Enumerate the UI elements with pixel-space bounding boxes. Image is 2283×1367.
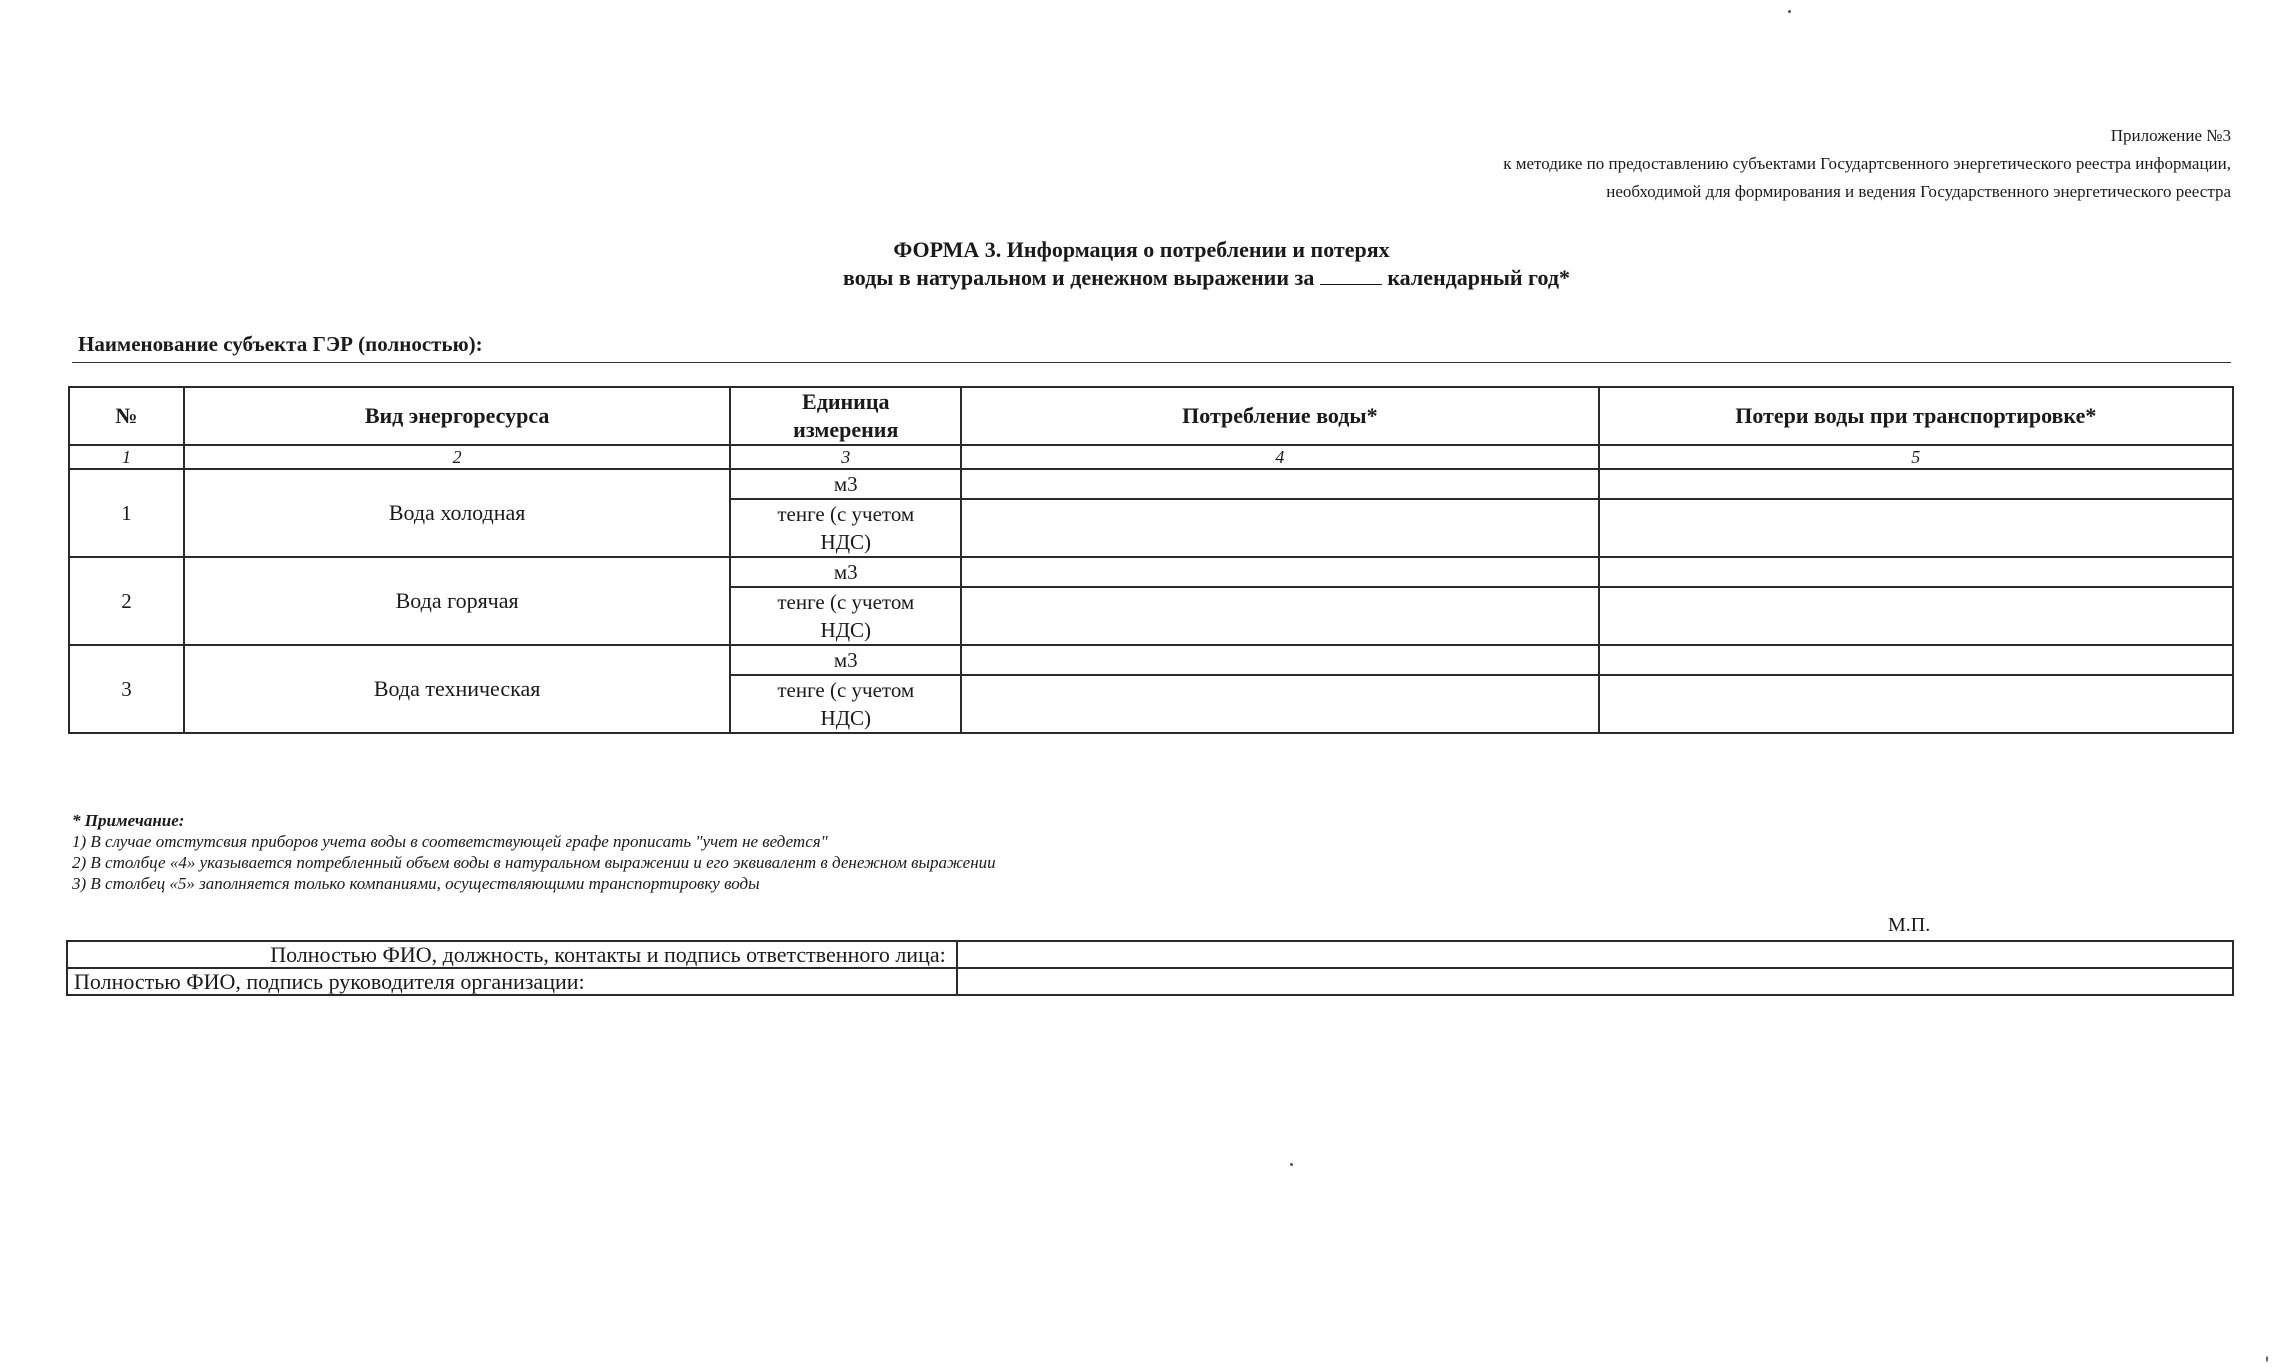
header-losses: Потери воды при транспортировке* <box>1599 387 2233 445</box>
column-number-row <box>69 445 2233 469</box>
losses-input-cell[interactable] <box>1599 499 2233 557</box>
unit-cell <box>730 587 961 645</box>
unit-cell: м3 <box>730 469 961 499</box>
responsible-person-field[interactable] <box>957 941 2233 968</box>
table-row <box>69 469 2233 499</box>
scan-speck <box>1788 10 1791 13</box>
form-title <box>0 236 2283 292</box>
consumption-input-cell[interactable] <box>961 645 1598 675</box>
col-number: 2 <box>184 445 730 469</box>
unit-line2: НДС) <box>820 530 872 554</box>
notes-section <box>72 810 996 894</box>
losses-input-cell[interactable] <box>1599 587 2233 645</box>
subject-name-field[interactable] <box>72 362 2231 363</box>
signature-row <box>67 968 2233 995</box>
water-table <box>68 386 2234 734</box>
header-unit <box>730 387 961 445</box>
form-title-line1: ФОРМА 3. Информация о потреблении и потерях <box>893 237 1390 262</box>
row-number: 2 <box>69 557 184 645</box>
subject-name-label: Наименование субъекта ГЭР (полностью): <box>78 332 483 356</box>
row-number: 3 <box>69 645 184 733</box>
signature-row <box>67 941 2233 968</box>
unit-cell <box>730 499 961 557</box>
unit-line2: НДС) <box>820 618 872 642</box>
header-unit-line2: измерения <box>793 417 899 442</box>
col-number: 3 <box>730 445 961 469</box>
unit-cell: м3 <box>730 645 961 675</box>
stamp-place-label: М.П. <box>1888 914 1931 936</box>
unit-cell: м3 <box>730 557 961 587</box>
unit-line1: тенге (с учетом <box>777 678 915 702</box>
appendix-header <box>1503 122 2231 206</box>
unit-cell <box>730 675 961 733</box>
losses-input-cell[interactable] <box>1599 675 2233 733</box>
form-title-line2-start: воды в натуральном и денежном выражении за <box>842 265 1315 290</box>
head-signature-field[interactable] <box>957 968 2233 995</box>
col-number: 4 <box>961 445 1598 469</box>
appendix-reference: к методике по предоставлению субъектами Государтсвенного энергетического реестра информации, <box>1503 154 2231 173</box>
signature-table <box>66 940 2234 996</box>
header-number: № <box>69 387 184 445</box>
scan-speck <box>2266 1356 2268 1362</box>
col-number: 1 <box>69 445 184 469</box>
header-unit-line1: Единица <box>802 389 890 414</box>
consumption-input-cell[interactable] <box>961 499 1598 557</box>
head-signature-label: Полностью ФИО, подпись руководителя организации: <box>67 968 957 995</box>
responsible-person-label: Полностью ФИО, должность, контакты и подпись ответственного лица: <box>67 941 957 968</box>
table-row <box>69 645 2233 675</box>
losses-input-cell[interactable] <box>1599 645 2233 675</box>
year-blank-field[interactable] <box>1320 266 1382 285</box>
consumption-input-cell[interactable] <box>961 675 1598 733</box>
appendix-number: Приложение №3 <box>2110 126 2231 145</box>
consumption-input-cell[interactable] <box>961 557 1598 587</box>
unit-line2: НДС) <box>820 706 872 730</box>
header-resource: Вид энергоресурса <box>184 387 730 445</box>
losses-input-cell[interactable] <box>1599 557 2233 587</box>
scan-speck <box>1290 1163 1293 1166</box>
consumption-input-cell[interactable] <box>961 587 1598 645</box>
resource-name: Вода техническая <box>184 645 730 733</box>
form-title-line2 <box>0 264 2283 292</box>
table-header-row <box>69 387 2233 445</box>
note-item: 3) В столбец «5» заполняется только компаниями, осуществляющими транспортировку воды <box>72 874 760 893</box>
note-item: 2) В столбце «4» указывается потребленный объем воды в натуральном выражении и его эквивалент в денежном выражении <box>72 853 996 872</box>
unit-line1: тенге (с учетом <box>777 590 915 614</box>
losses-input-cell[interactable] <box>1599 469 2233 499</box>
consumption-input-cell[interactable] <box>961 469 1598 499</box>
appendix-reference-cont: необходимой для формирования и ведения Государственного энергетического реестра <box>1606 182 2231 201</box>
col-number: 5 <box>1599 445 2233 469</box>
resource-name: Вода горячая <box>184 557 730 645</box>
row-number: 1 <box>69 469 184 557</box>
resource-name: Вода холодная <box>184 469 730 557</box>
form-title-line2-end: календарный год* <box>1387 265 1570 290</box>
note-item: 1) В случае отстутсвия приборов учета воды в соответствующей графе прописать "учет не ведется" <box>72 832 828 851</box>
table-row <box>69 557 2233 587</box>
unit-line1: тенге (с учетом <box>777 502 915 526</box>
notes-heading: * Примечание: <box>72 811 185 830</box>
header-consumption: Потребление воды* <box>961 387 1598 445</box>
